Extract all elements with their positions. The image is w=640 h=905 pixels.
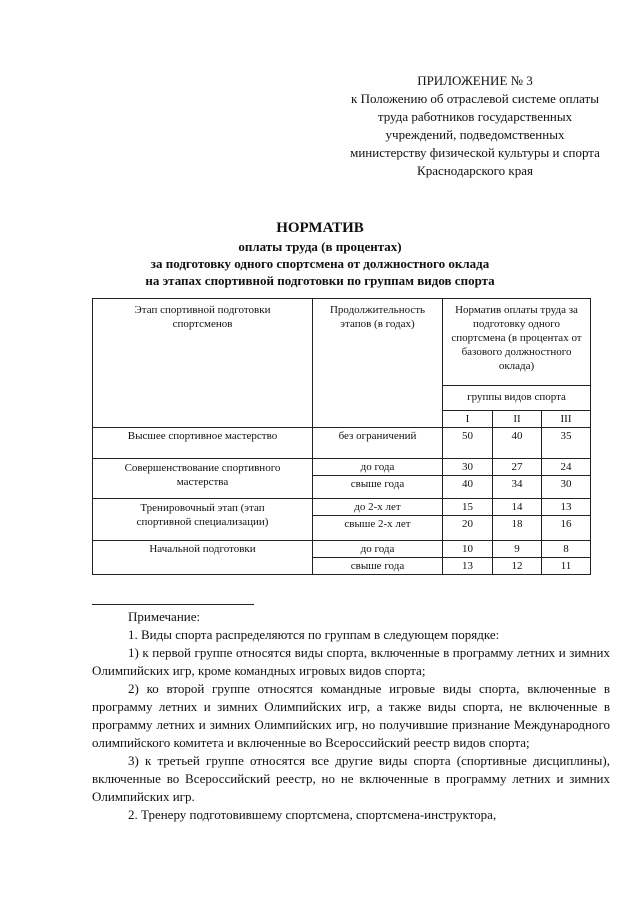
document-title bbox=[60, 218, 580, 289]
stage-cell: Высшее спортивное мастерство bbox=[93, 428, 313, 459]
appendix-line: труда работников государственных bbox=[377, 109, 573, 124]
table-row bbox=[93, 428, 591, 459]
note-paragraph: 1. Виды спорта распределяются по группам в следующем порядке: bbox=[128, 627, 500, 642]
duration-cell: свыше года bbox=[313, 476, 443, 499]
header-stage: Этап спортивной подготовки спортсменов bbox=[93, 299, 313, 428]
value-cell: 16 bbox=[542, 516, 591, 541]
duration-cell: до года bbox=[313, 459, 443, 476]
stage-cell: Тренировочный этап (этап спортивной специализации) bbox=[93, 499, 313, 541]
duration-cell: до 2-х лет bbox=[313, 499, 443, 516]
header-norm: Норматив оплаты труда за подготовку одного спортсмена (в процентах от базового должностного оклада) bbox=[443, 299, 591, 386]
duration-cell: без ограничений bbox=[313, 428, 443, 459]
table-row bbox=[93, 541, 591, 558]
title-sub-line: за подготовку одного спортсмена от должностного оклада bbox=[150, 256, 490, 271]
duration-cell: до года bbox=[313, 541, 443, 558]
appendix-line: министерству физической культуры и спорта bbox=[350, 145, 600, 160]
header-groups: группы видов спорта bbox=[443, 386, 591, 411]
table-header-row bbox=[93, 299, 591, 386]
value-cell: 27 bbox=[493, 459, 542, 476]
appendix-header bbox=[330, 72, 620, 180]
value-cell: 8 bbox=[542, 541, 591, 558]
table-row bbox=[93, 459, 591, 476]
appendix-line: к Положению об отраслевой системе оплаты bbox=[351, 91, 599, 106]
value-cell: 18 bbox=[493, 516, 542, 541]
table-row bbox=[93, 499, 591, 516]
note-paragraph: 2) ко второй группе относятся командные игровые виды спорта, включенные в программу летних и зимних Олимпийских игр, а также виды спорта, не включенные в программу летних и зимних Олимпийских игр, но получившие признание Международного олимпийского комитета и включенные во Всероссийский реестр видов спорта; bbox=[92, 681, 610, 750]
notes-heading: Примечание: bbox=[128, 609, 201, 624]
note-paragraph: 1) к первой группе относятся виды спорта, включенные в программу летних и зимних Олимпийских игр, кроме командных игровых видов спорта; bbox=[92, 645, 610, 678]
value-cell: 30 bbox=[443, 459, 493, 476]
stage-cell: Совершенствование спортивного мастерства bbox=[93, 459, 313, 499]
stage-cell: Начальной подготовки bbox=[93, 541, 313, 575]
notes-section bbox=[92, 608, 610, 824]
appendix-line: учреждений, подведомственных bbox=[385, 127, 565, 142]
value-cell: 14 bbox=[493, 499, 542, 516]
title-sub-line: оплаты труда (в процентах) bbox=[238, 239, 402, 254]
title-sub-line: на этапах спортивной подготовки по группам видов спорта bbox=[145, 273, 495, 288]
duration-cell: свыше года bbox=[313, 558, 443, 575]
value-cell: 12 bbox=[493, 558, 542, 575]
value-cell: 40 bbox=[443, 476, 493, 499]
value-cell: 9 bbox=[493, 541, 542, 558]
value-cell: 13 bbox=[542, 499, 591, 516]
title-main: НОРМАТИВ bbox=[276, 220, 364, 236]
note-paragraph: 2. Тренеру подготовившему спортсмена, спортсмена-инструктора, bbox=[128, 807, 497, 822]
value-cell: 20 bbox=[443, 516, 493, 541]
value-cell: 35 bbox=[542, 428, 591, 459]
header-duration: Продолжительность этапов (в годах) bbox=[313, 299, 443, 428]
header-group-1: I bbox=[443, 411, 493, 428]
value-cell: 24 bbox=[542, 459, 591, 476]
value-cell: 15 bbox=[443, 499, 493, 516]
value-cell: 13 bbox=[443, 558, 493, 575]
appendix-number: ПРИЛОЖЕНИЕ № 3 bbox=[417, 73, 533, 88]
header-group-3: III bbox=[542, 411, 591, 428]
note-paragraph: 3) к третьей группе относятся все другие виды спорта (спортивные дисциплины), включенные во Всероссийский реестр, но не включенные в программу летних и зимних Олимпийских игр. bbox=[92, 753, 610, 804]
value-cell: 34 bbox=[493, 476, 542, 499]
appendix-line: Краснодарского края bbox=[417, 163, 533, 178]
footnote-divider bbox=[92, 604, 254, 605]
value-cell: 40 bbox=[493, 428, 542, 459]
header-group-2: II bbox=[493, 411, 542, 428]
duration-cell: свыше 2-х лет bbox=[313, 516, 443, 541]
value-cell: 10 bbox=[443, 541, 493, 558]
value-cell: 30 bbox=[542, 476, 591, 499]
norm-table bbox=[92, 298, 591, 575]
value-cell: 11 bbox=[542, 558, 591, 575]
value-cell: 50 bbox=[443, 428, 493, 459]
